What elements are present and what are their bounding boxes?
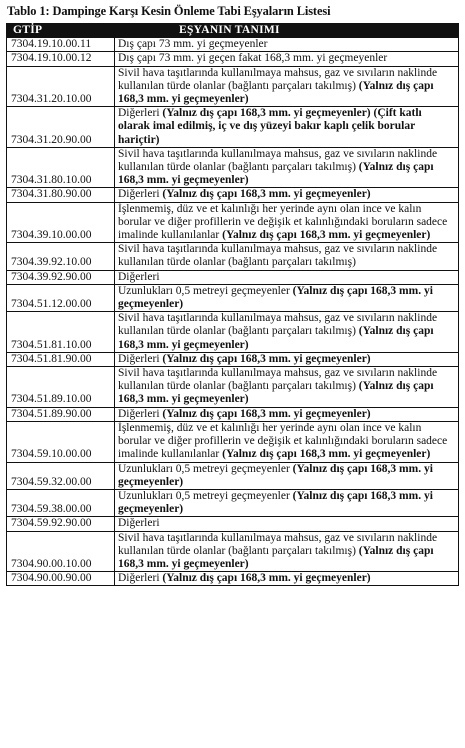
description-text: Diğerleri <box>118 352 163 365</box>
table-row <box>7 202 459 243</box>
description-text: Uzunlukları 0,5 metreyi geçmeyenler <box>118 462 293 475</box>
gtip-code-cell: 7304.59.38.00.00 <box>7 489 115 516</box>
description-restriction-text: (Yalnız dış çapı 168,3 mm. yi geçmeyenler) <box>162 572 371 585</box>
gtip-code-cell: 7304.90.00.10.00 <box>7 531 115 572</box>
column-header-code: GTİP <box>7 24 115 38</box>
table-row <box>7 352 459 366</box>
description-cell <box>115 352 459 366</box>
table-row <box>7 107 459 148</box>
table-row <box>7 367 459 408</box>
gtip-code-cell: 7304.31.80.10.00 <box>7 147 115 188</box>
table-row <box>7 270 459 284</box>
gtip-code-cell: 7304.39.92.10.00 <box>7 243 115 270</box>
description-cell <box>115 462 459 489</box>
description-cell <box>115 270 459 284</box>
gtip-code-cell: 7304.51.89.90.00 <box>7 407 115 421</box>
description-cell <box>115 312 459 353</box>
description-text: İşlenmemiş, düz ve et kalınlığı her yerinde aynı olan ince ve kalın borular ve diğer profillerin ve değişik et kalınlığındaki boruların sadece imalinde kullanılanlar <box>118 421 448 461</box>
gtip-code-cell: 7304.19.10.00.12 <box>7 52 115 66</box>
description-cell <box>115 107 459 148</box>
goods-table <box>6 23 459 586</box>
description-restriction-text: (Yalnız dış çapı 168,3 mm. yi geçmeyenler) <box>118 325 434 351</box>
description-text: İşlenmemiş, düz ve et kalınlığı her yerinde aynı olan ince ve kalın borular ve diğer profillerin ve değişik et kalınlığındaki boruların sadece imalinde kullanılanlar <box>118 202 448 242</box>
table-row <box>7 188 459 202</box>
description-text: Diğerleri <box>118 517 160 530</box>
description-cell <box>115 284 459 311</box>
table-row <box>7 52 459 66</box>
gtip-code-cell: 7304.31.20.90.00 <box>7 107 115 148</box>
gtip-code-cell: 7304.51.81.90.00 <box>7 352 115 366</box>
table-row <box>7 38 459 52</box>
description-cell <box>115 52 459 66</box>
description-cell <box>115 202 459 243</box>
description-restriction-text: (Yalnız dış çapı 168,3 mm. yi geçmeyenler) <box>118 462 433 488</box>
gtip-code-cell: 7304.90.00.90.00 <box>7 572 115 586</box>
table-row <box>7 421 459 462</box>
description-cell <box>115 531 459 572</box>
description-text: Diğerleri <box>118 407 163 420</box>
gtip-code-cell: 7304.51.81.10.00 <box>7 312 115 353</box>
table-row <box>7 462 459 489</box>
table-header <box>7 24 459 38</box>
description-restriction-text: (Yalnız dış çapı 168,3 mm. yi geçmeyenler) <box>118 489 433 516</box>
table-body <box>7 38 459 586</box>
description-text: Diğerleri <box>118 188 163 201</box>
description-restriction-text: (Yalnız dış çapı 168,3 mm. yi geçmeyenler) <box>118 79 434 106</box>
description-text: Sivil hava taşıtlarında kullanılmaya mahsus, gaz ve sıvıların naklinde kullanılan türde olanlar (bağlantı parçaları takılmış) <box>118 243 438 269</box>
gtip-code-cell: 7304.39.92.90.00 <box>7 270 115 284</box>
description-restriction-text: (Yalnız dış çapı 168,3 mm. yi geçmeyenler) <box>162 188 371 201</box>
description-cell <box>115 243 459 270</box>
description-restriction-text: (Yalnız dış çapı 168,3 mm. yi geçmeyenler) <box>222 448 431 461</box>
description-text: Sivil hava taşıtlarında kullanılmaya mahsus, gaz ve sıvıların naklinde kullanılan türde olanlar (bağlantı parçaları takılmış) <box>118 147 438 174</box>
description-restriction-text: (Yalnız dış çapı 168,3 mm. yi geçmeyenler) (Çift katlı olarak imal edilmiş, iç ve dış yüzeyi bakır kaplı çelik borular hariçtir) <box>118 107 422 146</box>
description-restriction-text: (Yalnız dış çapı 168,3 mm. yi geçmeyenler) <box>118 284 433 311</box>
gtip-code-cell: 7304.51.89.10.00 <box>7 367 115 408</box>
description-cell <box>115 489 459 516</box>
description-text: Uzunlukları 0,5 metreyi geçmeyenler <box>118 489 293 502</box>
table-row <box>7 531 459 572</box>
description-text: Sivil hava taşıtlarında kullanılmaya mahsus, gaz ve sıvıların naklinde kullanılan türde olanlar (bağlantı parçaları takılmış) <box>118 66 438 92</box>
description-text: Sivil hava taşıtlarında kullanılmaya mahsus, gaz ve sıvıların naklinde kullanılan türde olanlar (bağlantı parçaları takılmış) <box>118 312 438 338</box>
description-cell <box>115 572 459 586</box>
gtip-code-cell: 7304.39.10.00.00 <box>7 202 115 243</box>
table-row <box>7 489 459 516</box>
table-title: Tablo 1: Dampinge Karşı Kesin Önleme Tabi Eşyaların Listesi <box>7 4 331 18</box>
gtip-code-cell: 7304.59.10.00.00 <box>7 421 115 462</box>
gtip-code-cell: 7304.31.80.90.00 <box>7 188 115 202</box>
gtip-code-cell: 7304.59.32.00.00 <box>7 462 115 489</box>
description-cell <box>115 38 459 52</box>
description-text: Dış çapı 73 mm. yi geçmeyenler <box>118 38 268 51</box>
description-restriction-text: (Yalnız dış çapı 168,3 mm. yi geçmeyenler) <box>118 161 434 187</box>
description-cell <box>115 517 459 531</box>
description-text: Uzunlukları 0,5 metreyi geçmeyenler <box>118 284 293 297</box>
description-text: Diğerleri <box>118 270 160 283</box>
table-row <box>7 243 459 270</box>
gtip-code-cell: 7304.51.12.00.00 <box>7 284 115 311</box>
table-row <box>7 284 459 311</box>
description-cell <box>115 66 459 107</box>
gtip-code-cell: 7304.59.92.90.00 <box>7 517 115 531</box>
description-restriction-text: (Yalnız dış çapı 168,3 mm. yi geçmeyenler) <box>118 380 434 406</box>
header-row <box>7 24 459 38</box>
table-row <box>7 517 459 531</box>
description-restriction-text: (Yalnız dış çapı 168,3 mm. yi geçmeyenler) <box>222 229 431 242</box>
table-row <box>7 407 459 421</box>
description-cell <box>115 367 459 408</box>
description-restriction-text: (Yalnız dış çapı 168,3 mm. yi geçmeyenler) <box>118 544 434 570</box>
gtip-code-cell: 7304.19.10.00.11 <box>7 38 115 52</box>
description-restriction-text: (Yalnız dış çapı 168,3 mm. yi geçmeyenler) <box>162 352 371 365</box>
table-row <box>7 66 459 107</box>
table-row <box>7 572 459 586</box>
description-text: Diğerleri <box>118 572 163 585</box>
description-text: Dış çapı 73 mm. yi geçen fakat 168,3 mm. yi geçmeyenler <box>118 52 388 65</box>
column-header-description: EŞYANIN TANIMI <box>115 24 459 38</box>
description-text: Diğerleri <box>118 107 163 120</box>
gtip-code-cell: 7304.31.20.10.00 <box>7 66 115 107</box>
table-row <box>7 312 459 353</box>
description-cell <box>115 188 459 202</box>
description-cell <box>115 147 459 188</box>
description-text: Sivil hava taşıtlarında kullanılmaya mahsus, gaz ve sıvıların naklinde kullanılan türde olanlar (bağlantı parçaları takılmış) <box>118 531 438 557</box>
table-row <box>7 147 459 188</box>
description-cell <box>115 421 459 462</box>
description-restriction-text: (Yalnız dış çapı 168,3 mm. yi geçmeyenler) <box>162 407 371 420</box>
description-text: Sivil hava taşıtlarında kullanılmaya mahsus, gaz ve sıvıların naklinde kullanılan türde olanlar (bağlantı parçaları takılmış) <box>118 367 438 393</box>
description-cell <box>115 407 459 421</box>
